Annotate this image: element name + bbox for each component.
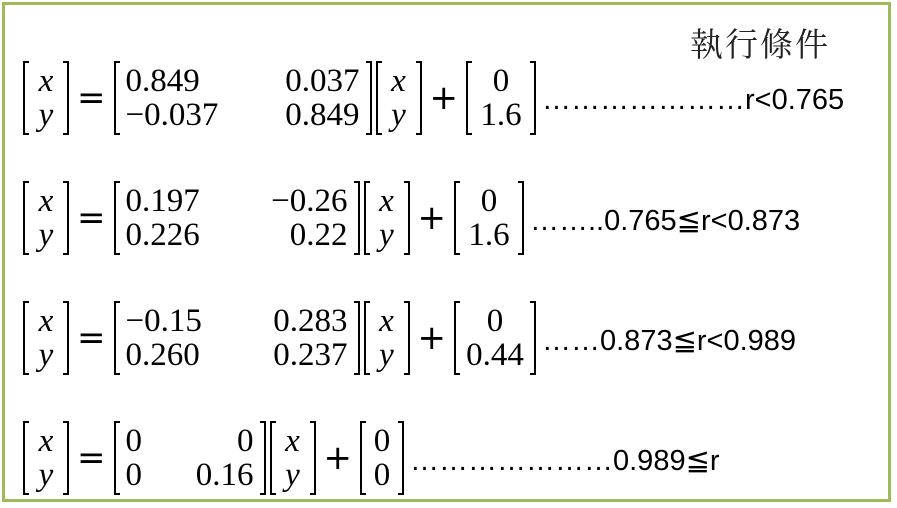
lhs-vector — [23, 182, 69, 254]
equation-row-3 — [23, 302, 796, 374]
var-x: x — [38, 303, 54, 339]
var-y: y — [38, 97, 54, 133]
equation-row-4 — [23, 422, 720, 494]
matrix-cell: 0 — [125, 423, 142, 459]
matrix-cell: 0.226 — [125, 217, 200, 253]
condition-text: …………………r<0.765 — [542, 83, 845, 116]
offset-vector — [454, 182, 524, 254]
document-frame — [2, 2, 891, 502]
matrix-cell: 0.260 — [125, 337, 200, 373]
condition-text: …………………0.989≦r — [410, 444, 720, 477]
vector-cell: 0 — [373, 457, 391, 493]
var-x: x — [38, 423, 54, 459]
vector-cell: 0 — [480, 183, 498, 219]
vector-cell: 0 — [373, 423, 391, 459]
matrix-cell: −0.15 — [125, 303, 202, 339]
vector-cell: 0 — [492, 63, 510, 99]
matrix-cell: 0.16 — [195, 457, 254, 493]
matrix-a — [114, 422, 266, 494]
vector-cell: 0.44 — [466, 337, 524, 373]
equals-sign: = — [77, 78, 106, 118]
condition-text: ……0.873≦r<0.989 — [542, 324, 797, 357]
var-x: x — [38, 63, 54, 99]
rhs-vector — [364, 182, 410, 254]
rhs-vector — [376, 62, 422, 134]
var-x: x — [38, 183, 54, 219]
plus-sign: + — [417, 198, 446, 238]
matrix-cell: 0 — [237, 423, 254, 459]
plus-sign: + — [417, 318, 446, 358]
condition-text: ……..0.765≦r<0.873 — [530, 204, 801, 237]
matrix-cell: 0.037 — [285, 63, 360, 99]
var-y: y — [285, 457, 300, 493]
equals-sign: = — [77, 198, 106, 238]
var-y: y — [38, 337, 54, 373]
equation-row-2 — [23, 182, 800, 254]
matrix-cell: 0.197 — [125, 183, 200, 219]
var-y: y — [379, 217, 394, 253]
vector-cell: 0 — [486, 303, 504, 339]
matrix-a — [114, 302, 360, 374]
offset-vector — [454, 302, 536, 374]
var-x: x — [391, 63, 406, 99]
matrix-a — [114, 62, 372, 134]
var-y: y — [38, 457, 54, 493]
matrix-cell: −0.037 — [125, 97, 219, 133]
vector-cell: 1.6 — [468, 217, 510, 253]
matrix-cell: 0.237 — [273, 337, 348, 373]
matrix-cell: −0.26 — [271, 183, 348, 219]
var-y: y — [38, 217, 54, 253]
equals-sign: = — [77, 438, 106, 478]
lhs-vector — [23, 62, 69, 134]
equals-sign: = — [77, 318, 106, 358]
matrix-a — [114, 182, 360, 254]
matrix-cell: 0.849 — [125, 63, 200, 99]
matrix-cell: 0.22 — [289, 217, 348, 253]
header-title: 執行條件 — [690, 25, 830, 64]
var-x: x — [379, 183, 394, 219]
lhs-vector — [23, 422, 69, 494]
equation-row-1 — [23, 62, 844, 134]
var-y: y — [391, 97, 406, 133]
vector-cell: 1.6 — [480, 97, 522, 133]
rhs-vector — [270, 422, 316, 494]
plus-sign: + — [429, 78, 458, 118]
var-y: y — [379, 337, 394, 373]
var-x: x — [285, 423, 300, 459]
matrix-cell: 0 — [125, 457, 142, 493]
plus-sign: + — [323, 438, 352, 478]
rhs-vector — [364, 302, 410, 374]
offset-vector — [360, 422, 404, 494]
lhs-vector — [23, 302, 69, 374]
offset-vector — [466, 62, 536, 134]
matrix-cell: 0.849 — [285, 97, 360, 133]
var-x: x — [379, 303, 394, 339]
matrix-cell: 0.283 — [273, 303, 348, 339]
